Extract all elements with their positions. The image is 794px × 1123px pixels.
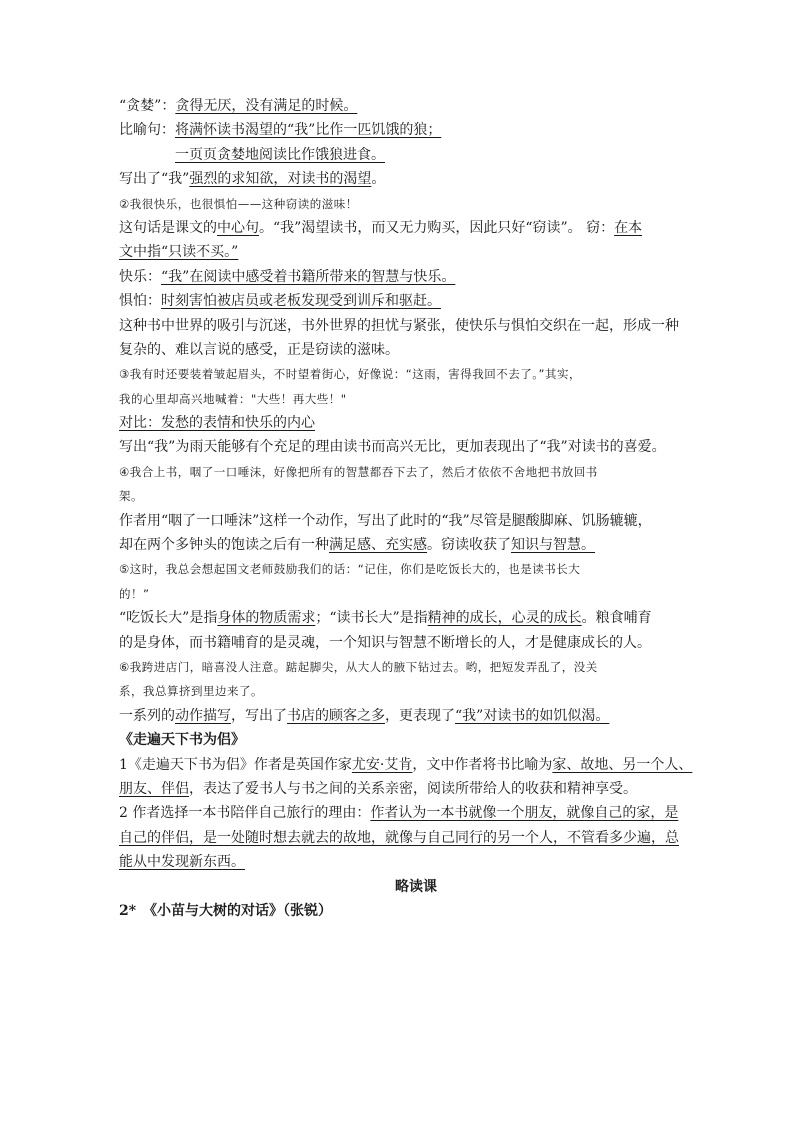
text-run: 的是身体，而书籍哺育的是灵魂，一个知识与智慧不断增长的人，才是健康成长的人。 bbox=[119, 634, 651, 651]
text-run: 惧怕： bbox=[119, 293, 161, 310]
underlined-answer: 朋友、伴侣 bbox=[119, 780, 189, 797]
text-line bbox=[119, 753, 693, 777]
underlined-answer: 一页页贪婪地阅读比作饿狼进食。 bbox=[175, 146, 385, 163]
text-line bbox=[119, 338, 689, 362]
quoted-passage-line bbox=[119, 679, 689, 703]
text-run: 。窃读收获了 bbox=[427, 537, 511, 554]
text-line bbox=[119, 777, 689, 801]
text-line bbox=[119, 167, 689, 191]
underlined-answer: 尤安·艾肯 bbox=[351, 756, 413, 773]
text-line bbox=[119, 240, 689, 264]
text-line bbox=[119, 435, 689, 459]
quoted-passage-line bbox=[119, 484, 689, 508]
text-line bbox=[119, 801, 689, 825]
section-heading bbox=[119, 899, 689, 923]
text-run: 快乐： bbox=[119, 268, 161, 285]
text-run: 的！” bbox=[119, 586, 150, 601]
text-run: 写出“我”为雨天能够有个充足的理由读书而高兴无比，更加表现出了“我”对读书的喜爱。 bbox=[119, 439, 666, 456]
underlined-answer: 时刻害怕被店员或老板发现受到训斥和驱赶。 bbox=[161, 293, 441, 310]
text-run: 一系列的 bbox=[119, 707, 175, 724]
underlined-answer: 贪得无厌，没有满足的时候。 bbox=[175, 98, 358, 114]
text-run: “吃饭长大”是指 bbox=[119, 610, 218, 627]
text-line bbox=[119, 826, 689, 850]
underlined-answer: 作者认为一本书就像一个朋友，就像自己的家，是 bbox=[370, 805, 679, 822]
text-run: 却在两个多钟头的饱读之后有一种 bbox=[119, 537, 329, 554]
text-run: 我的心里却高兴地喊着："大些！再大些！" bbox=[119, 391, 347, 406]
text-line bbox=[119, 143, 689, 167]
underlined-answer: 精神的成长，心灵的成长 bbox=[427, 610, 582, 627]
underlined-answer: “我”对读书的如饥似渴。 bbox=[455, 707, 610, 724]
text-line bbox=[119, 94, 689, 118]
text-line bbox=[119, 850, 689, 874]
underlined-answer: 将满怀读书渴望的“我”比作一匹饥饿的狼； bbox=[175, 122, 442, 139]
text-run: 这句话是课文的 bbox=[119, 219, 217, 236]
text-run: 复杂的、难以言说的感受，正是窃读的滋味。 bbox=[119, 341, 399, 358]
underlined-answer: 身体的物质需求 bbox=[217, 610, 316, 627]
underlined-answer: 。 bbox=[581, 537, 595, 554]
text-run: 2 作者选择一本书陪伴自己旅行的理由： bbox=[119, 805, 371, 822]
text-line bbox=[119, 606, 689, 630]
underlined-answer: 家、故地、另一个人、 bbox=[552, 756, 693, 773]
text-run: 1《走遍天下书为侣》作者是英国作家 bbox=[119, 756, 352, 773]
quoted-passage-line bbox=[119, 387, 689, 411]
section-heading bbox=[0, 875, 794, 899]
quoted-passage-line bbox=[119, 582, 689, 606]
text-line bbox=[119, 118, 689, 142]
text-run: 系，我总算挤到里边来了。 bbox=[119, 684, 263, 699]
text-run: 略读课 bbox=[395, 878, 437, 895]
text-run: 。“我”渴望读书，而又无力购买，因此只好“窃读”。 窃： bbox=[259, 219, 615, 236]
text-run: ⑥我跨进店门，暗喜没人注意。踮起脚尖，从大人的腋下钻过去。哟，把短发弄乱了，没关 bbox=[119, 659, 598, 674]
text-line bbox=[119, 265, 689, 289]
text-run: ，文中作者将书比喻为 bbox=[412, 756, 553, 773]
text-line bbox=[119, 631, 689, 655]
text-run: ⑤这时，我总会想起国文老师鼓励我们的话：“记住，你们是吃饭长大的，也是读书长大 bbox=[119, 562, 581, 577]
quoted-passage-line bbox=[119, 655, 689, 679]
text-run: 架。 bbox=[119, 489, 143, 504]
text-run: ，写出了 bbox=[231, 707, 287, 724]
underlined-answer: “我”在阅读中感受着书籍所带来的智慧与快乐。 bbox=[161, 268, 456, 285]
document-body bbox=[119, 94, 693, 923]
underlined-answer: 动作描写 bbox=[175, 707, 231, 724]
text-run: ④我合上书，咽了一口唾沫，好像把所有的智慧都吞下去了，然后才依依不舍地把书放回书 bbox=[119, 464, 598, 479]
underlined-answer: 能从中发现新东西。 bbox=[119, 854, 245, 871]
underlined-answer: 知识与智慧 bbox=[511, 537, 581, 554]
underlined-answer: 满足感、充实感 bbox=[329, 537, 427, 554]
text-line bbox=[119, 509, 689, 533]
text-run: 作者用“咽了一口唾沫”这样一个动作，写出了此时的“我”尽管是腿酸脚麻、饥肠辘辘， bbox=[119, 512, 652, 529]
text-run: 2* 《小苗与大树的对话》（张锐） bbox=[119, 902, 333, 919]
text-run: “贪婪”： bbox=[119, 98, 176, 114]
quoted-passage-line bbox=[119, 557, 689, 581]
section-heading bbox=[119, 728, 689, 752]
underlined-answer: 在本 bbox=[614, 219, 643, 236]
text-line bbox=[119, 533, 689, 557]
text-run: 。粮食哺育 bbox=[581, 610, 652, 627]
underlined-answer: 对比：发愁的表情和快乐的内心 bbox=[119, 415, 315, 432]
text-run: ，更表现了 bbox=[385, 707, 455, 724]
text-line bbox=[119, 704, 689, 728]
text-run: ；“读书长大”是指 bbox=[315, 610, 428, 627]
underlined-answer: 中心句 bbox=[217, 219, 259, 236]
text-run: ，表达了爱书人与书之间的关系亲密，阅读所带给人的收获和精神享受。 bbox=[189, 780, 637, 797]
text-run: 比喻句： bbox=[119, 122, 175, 139]
text-line bbox=[119, 216, 689, 240]
text-line bbox=[119, 411, 689, 435]
text-line bbox=[119, 314, 689, 338]
text-run: 《走遍天下书为侣》 bbox=[119, 732, 245, 749]
text-run: 。 bbox=[371, 171, 386, 188]
text-run: ②我很快乐，也很惧怕——这种窃读的滋味！ bbox=[119, 196, 358, 211]
quoted-passage-line bbox=[119, 192, 689, 216]
quoted-passage-line bbox=[119, 362, 689, 386]
underlined-answer: 自己的伴侣，是一处随时想去就去的故地，就像与自己同行的另一个人，不管看多少遍，总 bbox=[119, 829, 679, 846]
text-run: ③我有时还要装着皱起眉头，不时望着街心，好像说：“这雨，害得我回不去了。”其实， bbox=[119, 367, 581, 382]
underlined-answer: 文中指“只读不买。” bbox=[119, 244, 239, 261]
underlined-answer: 强烈的求知欲，对读书的渴望 bbox=[189, 171, 372, 188]
text-line bbox=[119, 289, 689, 313]
text-run: 这种书中世界的吸引与沉迷，书外世界的担忧与紧张，使快乐与惧怕交织在一起，形成一种 bbox=[119, 317, 679, 334]
underlined-answer: 书店的顾客之多 bbox=[287, 707, 385, 724]
quoted-passage-line bbox=[119, 460, 689, 484]
text-run: 写出了“我” bbox=[119, 171, 190, 188]
